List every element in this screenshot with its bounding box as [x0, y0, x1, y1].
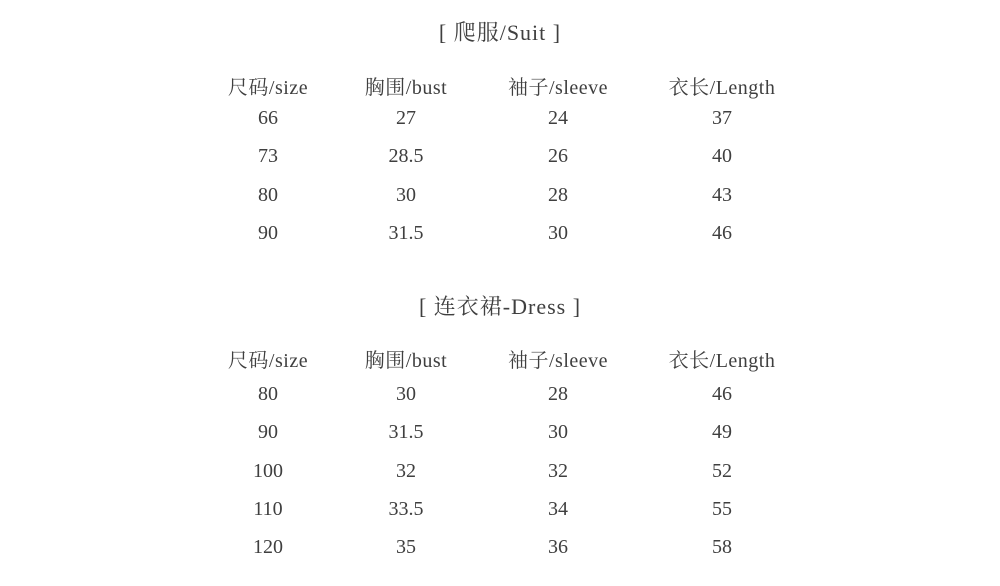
table-cell: 66 [258, 106, 278, 129]
column-header-sleeve: 袖子/sleeve [507, 77, 609, 99]
table-cell: 31.5 [388, 421, 424, 444]
table-cell: 30 [396, 382, 416, 405]
table-cell: 26 [548, 145, 568, 168]
table-cell: 80 [258, 183, 278, 206]
table-cell: 40 [712, 145, 732, 168]
table-row [198, 375, 802, 413]
table-cell: 43 [712, 183, 732, 206]
table-row [198, 528, 802, 566]
table-cell: 73 [258, 145, 278, 168]
table-cell: 28.5 [388, 145, 424, 168]
table-header-row [198, 350, 802, 372]
table-cell: 55 [712, 497, 732, 520]
table-cell: 49 [712, 421, 732, 444]
table-cell: 30 [396, 183, 416, 206]
table-cell: 30 [548, 221, 568, 244]
table-cell: 120 [253, 536, 283, 559]
table-cell: 34 [548, 497, 568, 520]
table-cell: 80 [258, 382, 278, 405]
table-cell: 27 [396, 106, 416, 129]
table-row [198, 451, 802, 489]
table-cell: 90 [258, 421, 278, 444]
table-row [198, 490, 802, 528]
table-cell: 28 [548, 183, 568, 206]
table-row [198, 175, 802, 213]
table-cell: 36 [548, 536, 568, 559]
column-header-sleeve: 袖子/sleeve [507, 350, 609, 372]
table-cell: 52 [712, 459, 732, 482]
table-cell: 28 [548, 382, 568, 405]
table-row [198, 137, 802, 175]
table-cell: 37 [712, 106, 732, 129]
table-row [198, 214, 802, 252]
table-cell: 35 [396, 536, 416, 559]
table-cell: 110 [253, 497, 283, 520]
table-cell: 32 [396, 459, 416, 482]
suit-size-table [198, 77, 802, 252]
table-cell: 58 [712, 536, 732, 559]
table-cell: 46 [712, 382, 732, 405]
table-cell: 30 [548, 421, 568, 444]
column-header-bust: 胸围/bust [364, 350, 448, 372]
column-header-size: 尺码/size [227, 350, 309, 372]
table-cell: 90 [258, 221, 278, 244]
column-header-length: 衣长/Length [668, 77, 776, 99]
suit-section-title: [ 爬服/Suit ] [438, 20, 562, 45]
column-header-bust: 胸围/bust [364, 77, 448, 99]
table-cell: 33.5 [388, 497, 424, 520]
dress-size-table [198, 350, 802, 567]
table-cell: 46 [712, 221, 732, 244]
column-header-size: 尺码/size [227, 77, 309, 99]
column-header-length: 衣长/Length [668, 350, 776, 372]
table-row [198, 99, 802, 137]
table-row [198, 413, 802, 451]
table-cell: 100 [253, 459, 283, 482]
dress-section-title: [ 连衣裙-Dress ] [418, 294, 582, 319]
table-cell: 24 [548, 106, 568, 129]
table-cell: 31.5 [388, 221, 424, 244]
table-cell: 32 [548, 459, 568, 482]
table-header-row [198, 77, 802, 99]
